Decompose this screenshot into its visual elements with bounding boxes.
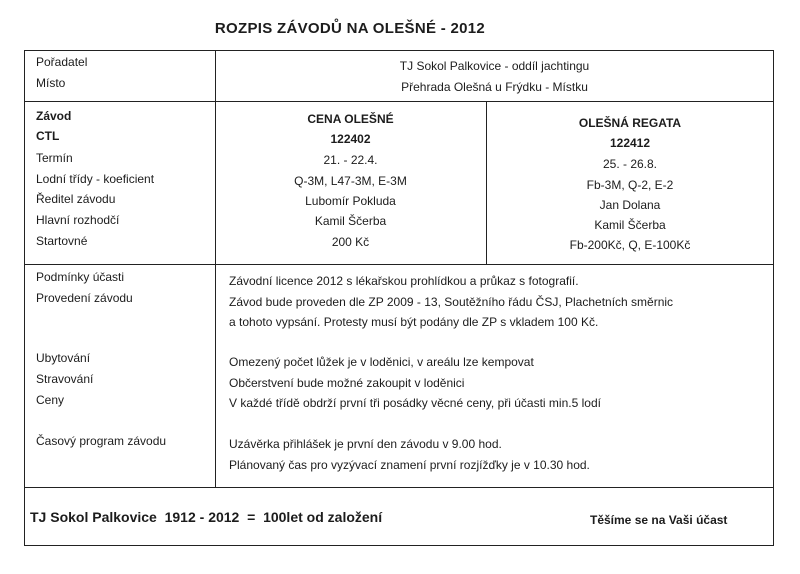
accommodation-text: Omezený počet lůžek je v loděnici, v areálu lze kempovat xyxy=(229,355,534,369)
place-label: Místo xyxy=(36,76,66,90)
schedule-label: Časový program závodu xyxy=(36,434,167,448)
catering-text: Občerstvení bude možné zakoupit v loděnici xyxy=(229,376,465,390)
organizer-value: TJ Sokol Palkovice - oddíl jachtingu xyxy=(399,59,590,73)
row-divider xyxy=(24,487,774,488)
race2-director: Jan Dolana xyxy=(599,198,661,212)
director-label: Ředitel závodu xyxy=(36,192,116,206)
fee-label: Startovné xyxy=(36,234,88,248)
race2-classes: Fb-3M, Q-2, E-2 xyxy=(586,178,674,192)
race1-referee: Kamil Ščerba xyxy=(314,214,387,228)
row-divider xyxy=(24,264,774,265)
execution-label: Provedení závodu xyxy=(36,291,133,305)
execution-text-2: a tohoto vypsání. Protesty musí být podány dle ZP s vkladem 100 Kč. xyxy=(229,315,599,329)
schedule-text-1: Uzávěrka přihlášek je první den závodu v 9.00 hod. xyxy=(229,437,502,451)
race2-fee: Fb-200Kč, Q, E-100Kč xyxy=(569,238,691,252)
ctl-label: CTL xyxy=(36,129,60,143)
race2-ctl: 122412 xyxy=(609,136,651,150)
race1-director: Lubomír Pokluda xyxy=(305,194,396,208)
prizes-label: Ceny xyxy=(36,393,65,407)
participation-label: Podmínky účasti xyxy=(36,270,125,284)
race2-referee: Kamil Ščerba xyxy=(594,218,666,232)
page-title: ROZPIS ZÁVODŮ NA OLEŠNÉ - 2012 xyxy=(214,20,486,37)
race-label: Závod xyxy=(36,109,72,123)
execution-text-1: Závod bude proveden dle ZP 2009 - 13, Soutěžního řádu ČSJ, Plachetních směrnic xyxy=(229,295,674,309)
referee-label: Hlavní rozhodčí xyxy=(36,213,120,227)
organizer-label: Pořadatel xyxy=(36,55,88,69)
race1-term: 21. - 22.4. xyxy=(323,153,378,167)
classes-label: Lodní třídy - koeficient xyxy=(36,172,155,186)
row-divider xyxy=(24,101,774,102)
footer-anniversary: TJ Sokol Palkovice 1912 - 2012 = 100let od založení xyxy=(30,509,383,525)
place-value: Přehrada Olešná u Frýdku - Místku xyxy=(401,80,588,94)
schedule-text-2: Plánovaný čas pro vyzývací znamení první rozjížďky je v 10.30 hod. xyxy=(229,458,590,472)
prizes-text: V každé třídě obdrží první tři posádky věcné ceny, při účasti min.5 lodí xyxy=(229,396,601,410)
race1-name: CENA OLEŠNÉ xyxy=(307,112,394,126)
race1-classes: Q-3M, L47-3M, E-3M xyxy=(294,174,407,188)
race1-fee: 200 Kč xyxy=(331,235,370,249)
race2-term: 25. - 26.8. xyxy=(602,157,658,171)
footer-greeting: Těšíme se na Vaši účast xyxy=(590,513,728,527)
accommodation-label: Ubytování xyxy=(36,351,91,365)
race1-ctl: 122402 xyxy=(330,132,371,146)
participation-text: Závodní licence 2012 s lékařskou prohlídkou a průkaz s fotografií. xyxy=(229,274,579,288)
term-label: Termín xyxy=(36,151,73,165)
catering-label: Stravování xyxy=(36,372,94,386)
race2-name: OLEŠNÁ REGATA xyxy=(578,116,682,130)
